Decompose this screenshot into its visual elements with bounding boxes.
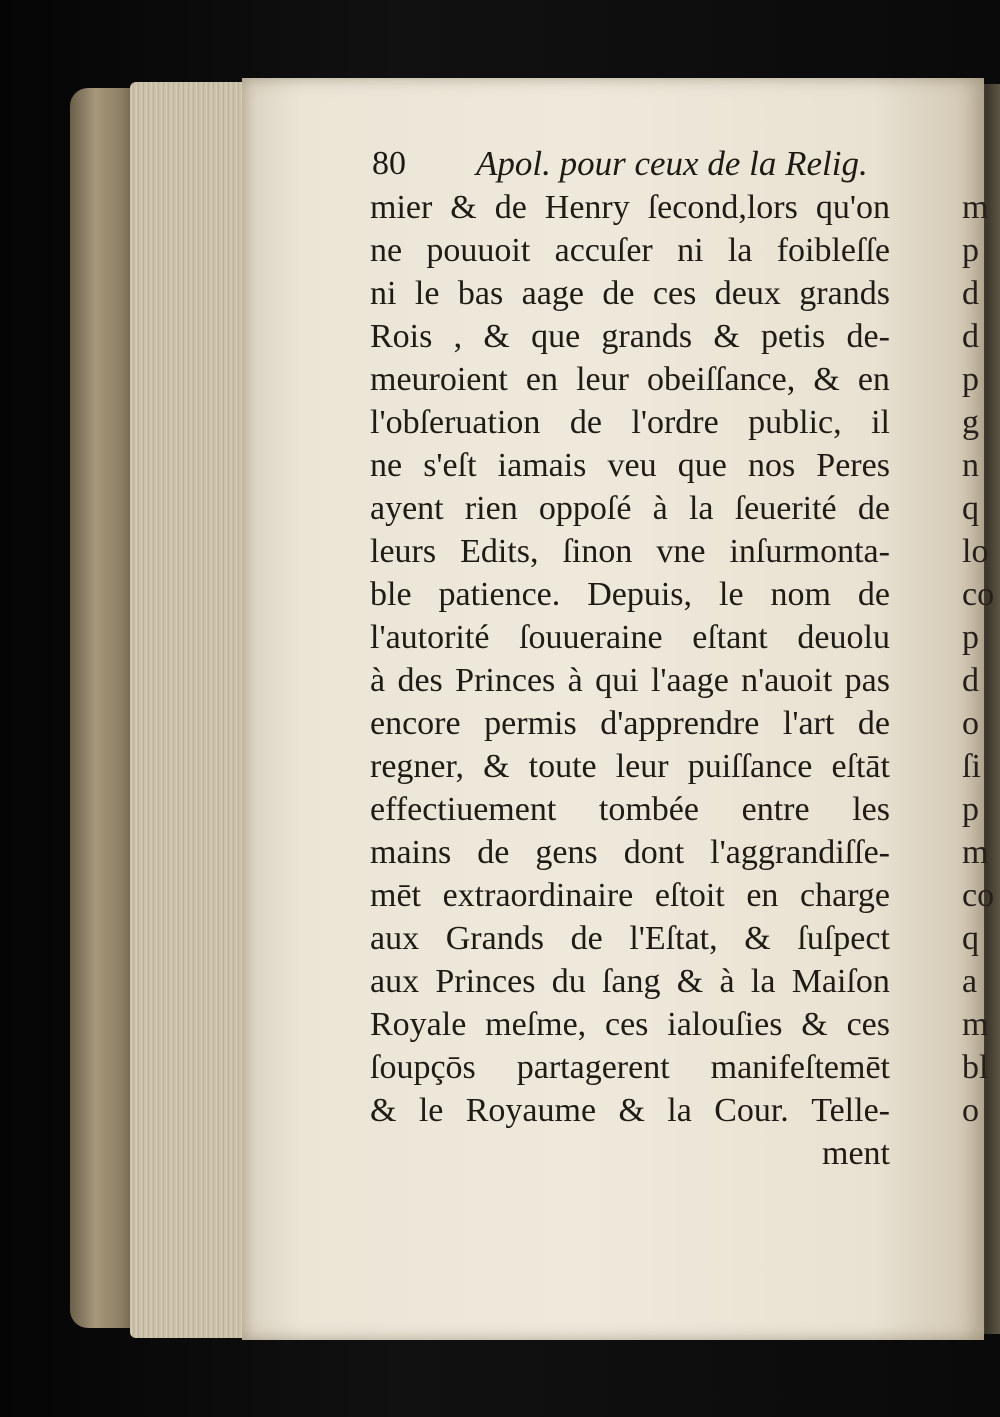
word: & xyxy=(483,748,510,785)
facing-page-fragment: o xyxy=(962,1092,979,1129)
word: leur xyxy=(615,748,669,785)
word: l'aggrandiſſe- xyxy=(710,834,890,871)
page-header xyxy=(372,140,882,188)
word: ſuſpect xyxy=(797,920,890,957)
word: grands xyxy=(799,275,890,312)
word: effectiuement xyxy=(370,791,557,828)
word: foibleſſe xyxy=(776,232,890,269)
word: l'Eſtat, xyxy=(629,920,718,957)
word: regner, xyxy=(370,748,464,785)
text-line xyxy=(370,573,890,616)
word: que xyxy=(531,318,581,355)
word: de xyxy=(494,189,527,226)
word: meuroient xyxy=(370,361,508,398)
word: ſinon xyxy=(562,533,633,570)
word: ne xyxy=(370,232,403,269)
facing-page-fragment: m xyxy=(962,834,989,871)
word: à xyxy=(719,963,735,1000)
word: eſtoit xyxy=(654,877,725,914)
text-line xyxy=(370,315,890,358)
word: à xyxy=(567,662,583,699)
word: manifeſtemēt xyxy=(710,1049,890,1086)
word: la xyxy=(667,1092,692,1129)
word: le xyxy=(414,275,440,312)
text-line xyxy=(370,229,890,272)
word: ſouueraine xyxy=(519,619,663,656)
word: permis xyxy=(484,705,577,742)
word: ialouſies xyxy=(667,1006,783,1043)
word: l'aage xyxy=(650,662,729,699)
facing-page-fragment: lo xyxy=(962,533,989,570)
facing-page-fragment: p xyxy=(962,232,979,269)
word: ne xyxy=(370,447,403,484)
word: veu xyxy=(607,447,657,484)
word: & xyxy=(713,318,740,355)
word: grands xyxy=(601,318,693,355)
word: n'auoit xyxy=(741,662,833,699)
word: ces xyxy=(846,1006,890,1043)
facing-page-fragment: m xyxy=(962,189,989,226)
word: mains xyxy=(370,834,452,871)
word: leurs xyxy=(370,533,437,570)
word: public, xyxy=(748,404,842,441)
word: ces xyxy=(652,275,697,312)
word: ſang xyxy=(601,963,661,1000)
word: Grands xyxy=(445,920,544,957)
word: s'eſt xyxy=(423,447,477,484)
facing-page-fragment: co xyxy=(962,877,995,914)
word: eſtāt xyxy=(831,748,890,785)
facing-page-fragment: m xyxy=(962,1006,989,1043)
word: Edits, xyxy=(460,533,539,570)
word: à xyxy=(370,662,386,699)
catchword: ment xyxy=(822,1135,890,1172)
word: meſme, xyxy=(485,1006,587,1043)
text-line xyxy=(370,616,890,659)
word: & xyxy=(483,318,510,355)
word: ces xyxy=(605,1006,649,1043)
text-line xyxy=(370,487,890,530)
word: aage xyxy=(521,275,584,312)
word: pouuoit xyxy=(426,232,531,269)
word: des xyxy=(397,662,443,699)
word: ſoupçōs xyxy=(370,1049,476,1086)
word: Peres xyxy=(816,447,890,484)
text-line xyxy=(370,186,890,229)
text-line xyxy=(370,702,890,745)
word: le xyxy=(719,576,744,613)
word: en xyxy=(857,361,890,398)
word: Henry xyxy=(544,189,630,226)
word: encore xyxy=(370,705,461,742)
word: rien xyxy=(464,490,518,527)
word: la xyxy=(727,232,753,269)
word: qui xyxy=(595,662,639,699)
body-text xyxy=(370,186,890,1175)
word: toute xyxy=(528,748,597,785)
word: charge xyxy=(800,877,890,914)
word: ſeuerité xyxy=(734,490,837,527)
word: leur xyxy=(576,361,629,398)
facing-page-fragment: bl xyxy=(962,1049,989,1086)
word: Depuis, xyxy=(587,576,693,613)
word: l'ordre xyxy=(631,404,719,441)
word: l'autorité xyxy=(370,619,490,656)
word: à xyxy=(652,490,668,527)
word: deux xyxy=(714,275,781,312)
word: iamais xyxy=(497,447,587,484)
word: les xyxy=(852,791,890,828)
word: dont xyxy=(623,834,685,871)
word: de xyxy=(570,920,603,957)
word: nom xyxy=(770,576,831,613)
word: extraordinaire xyxy=(442,877,634,914)
word: puiſſance xyxy=(687,748,813,785)
word: & xyxy=(813,361,840,398)
word: nos xyxy=(747,447,796,484)
word: aux xyxy=(370,920,420,957)
word: & xyxy=(676,963,704,1000)
facing-page-fragment: o xyxy=(962,705,979,742)
word: & xyxy=(744,920,771,957)
text-line xyxy=(370,530,890,573)
word: Royale xyxy=(370,1006,467,1043)
text-line xyxy=(370,1003,890,1046)
facing-page-fragment: co xyxy=(962,576,995,613)
word: en xyxy=(746,877,779,914)
word: de xyxy=(857,490,890,527)
facing-page-text xyxy=(962,186,1000,1132)
word: Princes xyxy=(435,963,536,1000)
text-line xyxy=(370,1089,890,1132)
running-head: Apol. pour ceux de la Relig. xyxy=(476,144,868,183)
word: de xyxy=(857,705,890,742)
word: petis xyxy=(761,318,826,355)
word: eſtant xyxy=(692,619,768,656)
text-line xyxy=(370,401,890,444)
word: l'art xyxy=(782,705,835,742)
word: & xyxy=(450,189,477,226)
facing-page-fragment: q xyxy=(962,920,979,957)
facing-page-fragment: d xyxy=(962,662,979,699)
word: Cour. xyxy=(714,1092,789,1129)
word: il xyxy=(871,404,890,441)
word: patience. xyxy=(438,576,561,613)
text-line xyxy=(370,788,890,831)
facing-page-fragment: p xyxy=(962,361,979,398)
text-line xyxy=(370,745,890,788)
word: gens xyxy=(535,834,598,871)
word: ble xyxy=(370,576,412,613)
word: Princes xyxy=(455,662,556,699)
word: oppoſé xyxy=(538,490,632,527)
word: vne xyxy=(656,533,706,570)
word: Maiſon xyxy=(791,963,890,1000)
word: & xyxy=(801,1006,828,1043)
word: accuſer xyxy=(554,232,653,269)
word: ni xyxy=(677,232,704,269)
facing-page-fragment: p xyxy=(962,791,979,828)
word: & xyxy=(370,1092,397,1129)
word: & xyxy=(618,1092,645,1129)
word: mier xyxy=(370,189,433,226)
word: inſurmonta- xyxy=(729,533,890,570)
facing-page-fragment: d xyxy=(962,318,979,355)
word: la xyxy=(688,490,714,527)
text-line xyxy=(370,960,890,1003)
word: obeiſſance, xyxy=(647,361,796,398)
word: mēt xyxy=(370,877,421,914)
word: Telle- xyxy=(811,1092,890,1129)
text-line xyxy=(370,1046,890,1089)
word: Royaume xyxy=(465,1092,597,1129)
word: d'apprendre xyxy=(600,705,760,742)
text-line xyxy=(370,444,890,487)
word: bas xyxy=(457,275,504,312)
word: en xyxy=(525,361,559,398)
word: la xyxy=(750,963,776,1000)
text-line xyxy=(370,272,890,315)
word: de xyxy=(602,275,635,312)
word: entre xyxy=(741,791,810,828)
word: Rois xyxy=(370,318,433,355)
page-edges xyxy=(130,82,250,1338)
text-line xyxy=(370,831,890,874)
word: de xyxy=(857,576,890,613)
word: du xyxy=(551,963,586,1000)
facing-page-fragment: q xyxy=(962,490,979,527)
word: tombée xyxy=(598,791,699,828)
word: que xyxy=(677,447,727,484)
word: l'obſeruation xyxy=(370,404,541,441)
word: , xyxy=(453,318,463,355)
text-line xyxy=(370,358,890,401)
word: ayent xyxy=(370,490,444,527)
word: de xyxy=(477,834,510,871)
text-line xyxy=(370,917,890,960)
facing-page-fragment: a xyxy=(962,963,978,1000)
text-line xyxy=(370,874,890,917)
word: ſecond,lors xyxy=(647,189,798,226)
word: aux xyxy=(370,963,420,1000)
word: partagerent xyxy=(516,1049,670,1086)
word: de- xyxy=(846,318,890,355)
word: pas xyxy=(844,662,890,699)
facing-page-fragment: d xyxy=(962,275,979,312)
facing-page-fragment: ſi xyxy=(962,748,981,785)
word: ni xyxy=(370,275,397,312)
facing-page-fragment: p xyxy=(962,619,979,656)
word: deuolu xyxy=(797,619,890,656)
word: de xyxy=(569,404,602,441)
facing-page-fragment: g xyxy=(962,404,979,441)
word: qu'on xyxy=(815,189,890,226)
text-line xyxy=(370,659,890,702)
word: le xyxy=(418,1092,444,1129)
facing-page-fragment: n xyxy=(962,447,979,484)
page-number: 80 xyxy=(372,145,406,182)
